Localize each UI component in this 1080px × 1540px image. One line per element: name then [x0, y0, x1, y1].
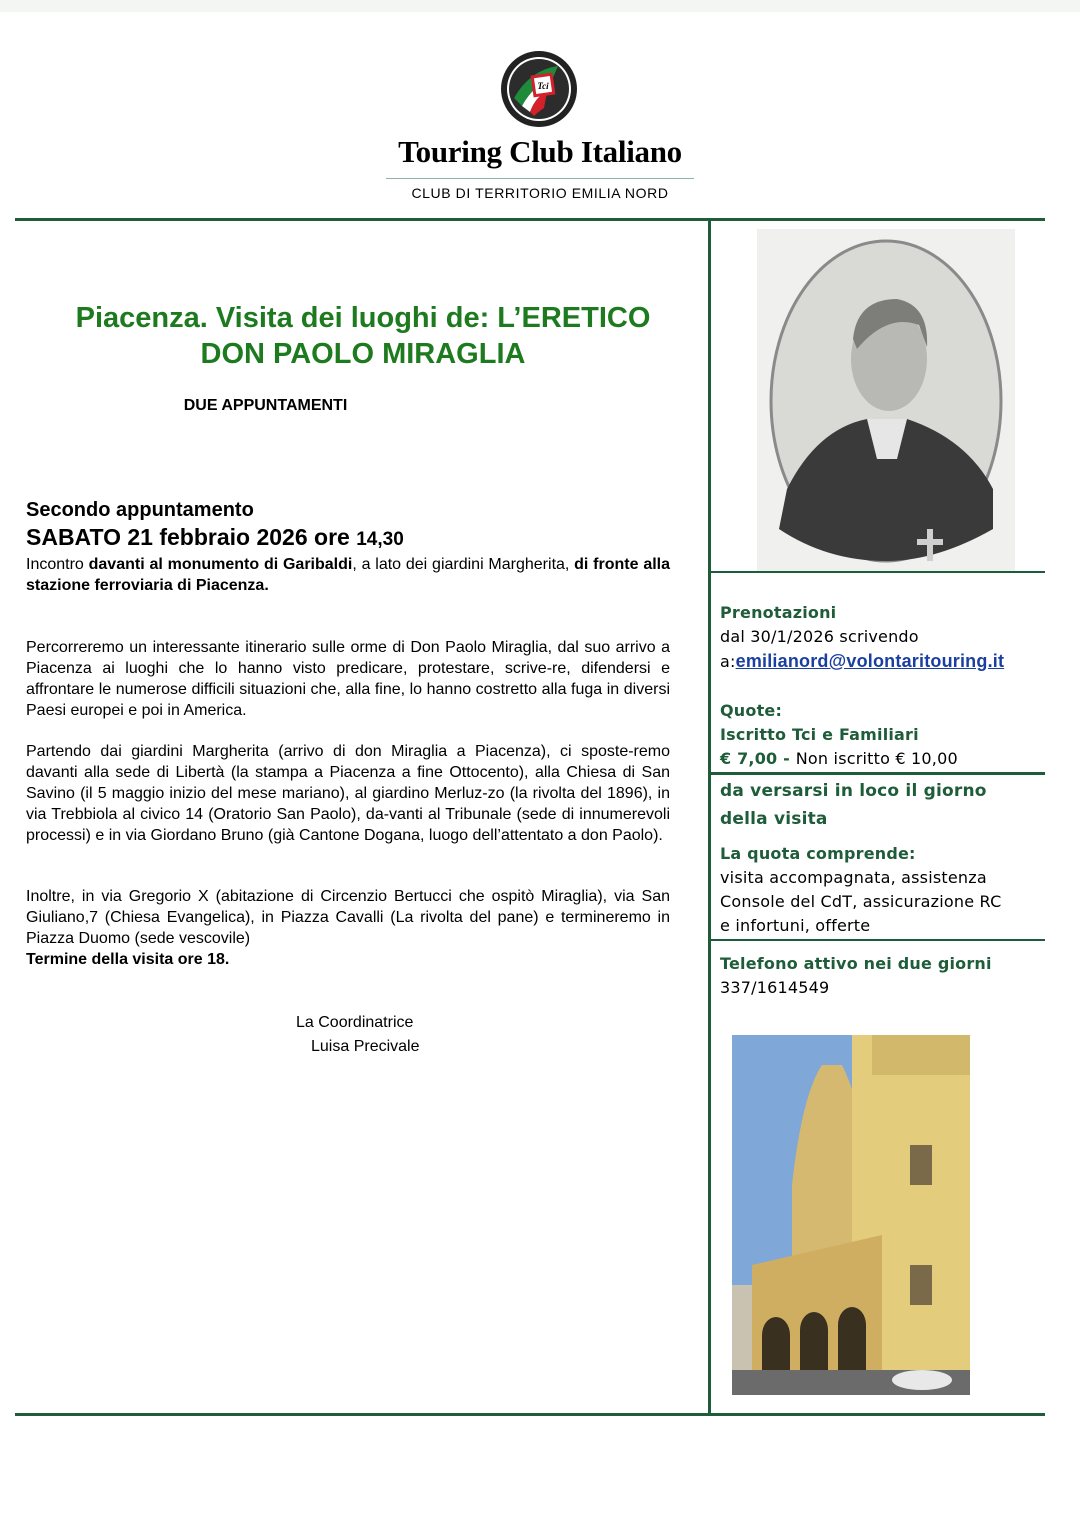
portrait-image	[757, 229, 1015, 571]
meeting-text-2: , a lato dei giardini Margherita,	[352, 556, 575, 573]
section-label: Secondo appuntamento	[26, 499, 254, 521]
quote-nonmember: Non iscritto € 10,00	[795, 749, 958, 768]
top-strip	[0, 0, 1080, 12]
prenotazioni-label: Prenotazioni	[720, 603, 837, 622]
event-title-line2: DON PAOLO MIRAGLIA	[200, 338, 526, 370]
column-divider	[708, 221, 711, 1414]
quote-price: € 7,00 -	[720, 749, 796, 768]
event-time: 14,30	[356, 529, 404, 550]
event-title-line1: Piacenza. Visita dei luoghi de: L’ERETICO	[75, 302, 651, 334]
paragraph-1: Percorreremo un interessante itinerario sulle orme di Don Paolo Miraglia, dal suo arrivo a Piacenza ai luoghi che lo hanno visto predicare, protestare, scrive-re, difendersi e affrontare le numerose difficili situazioni che, alla fine, lo hanno costretto alla fuga in diversi Paesi europei e poi in America.	[26, 639, 670, 719]
meeting-point	[26, 554, 670, 596]
email-link[interactable]: emilianord@volontaritouring.it	[735, 651, 1005, 671]
quote-prices	[720, 747, 958, 771]
event-title	[28, 300, 698, 372]
signature-name: Luisa Precivale	[311, 1038, 420, 1055]
includes-label: La quota comprende:	[720, 844, 916, 863]
paragraph-3	[26, 886, 670, 970]
meeting-bold-2: di fronte alla stazione ferroviaria di Piacenza.	[26, 556, 670, 594]
sidebar-rule-1	[711, 571, 1045, 573]
brand-subtitle: CLUB DI TERRITORIO EMILIA NORD	[411, 185, 669, 201]
meeting-bold-1: davanti al monumento di Garibaldi	[88, 556, 353, 573]
phone-number: 337/1614549	[720, 978, 830, 997]
sidebar-rule-3	[711, 939, 1045, 941]
quote-member: Iscritto Tci e Familiari	[720, 725, 919, 744]
paragraph-3-text: Inoltre, in via Gregorio X (abitazione di Circenzio Bertucci che ospitò Miraglia), via San Giuliano,7 (Chiesa Evangelica), in Piazza Cavalli (La rivolta del pane) e termineremo in Piazza Duomo (sede vescovile)	[26, 888, 670, 947]
event-date-main: SABATO 21 febbraio 2026 ore	[26, 524, 357, 550]
paragraph-2: Partendo dai giardini Margherita (arrivo di don Miraglia a Piacenza), ci sposte-remo davanti alla sede di Libertà (la stampa a Piacenza a fine Ottocento), alla Chiesa di San Savino (il 5 maggio inizio del mese mariano), al giardino Merluz-zo (la rivolta del 1896), in via Trebbiola al civico 14 (Oratorio San Paolo), da-vanti al Tribunale (sede di innumerevoli processi) e in via Giordano Bruno (già Cantone Dogana, luogo dell’attentato a don Paolo).	[26, 743, 670, 844]
includes-3: e infortuni, offerte	[720, 916, 871, 935]
church-photo	[732, 1035, 970, 1395]
signature-role: La Coordinatrice	[296, 1014, 414, 1031]
sidebar-rule-2	[711, 772, 1045, 775]
includes-2: Console del CdT, assicurazione RC	[720, 892, 1002, 911]
prenotazioni-text: dal 30/1/2026 scrivendo	[720, 627, 919, 646]
event-subtitle: DUE APPUNTAMENTI	[183, 397, 348, 414]
includes-1: visita accompagnata, assistenza	[720, 868, 987, 887]
pay-note-2: della visita	[720, 809, 828, 829]
logo-text: Tci	[537, 81, 549, 91]
phone-label: Telefono attivo nei due giorni	[720, 954, 992, 973]
brand-name: Touring Club Italiano	[398, 134, 682, 169]
quote-label: Quote:	[720, 701, 783, 720]
meeting-text-1: Incontro	[26, 556, 89, 573]
email-prefix: a:	[720, 652, 736, 671]
event-date	[26, 524, 404, 551]
top-rule	[15, 218, 1045, 221]
end-time: Termine della visita ore 18.	[26, 951, 230, 968]
brand-underline	[386, 178, 694, 179]
pay-note-1: da versarsi in loco il giorno	[720, 781, 987, 801]
bottom-rule	[15, 1413, 1045, 1416]
tci-logo-icon	[500, 50, 578, 128]
email-line	[720, 649, 1004, 674]
